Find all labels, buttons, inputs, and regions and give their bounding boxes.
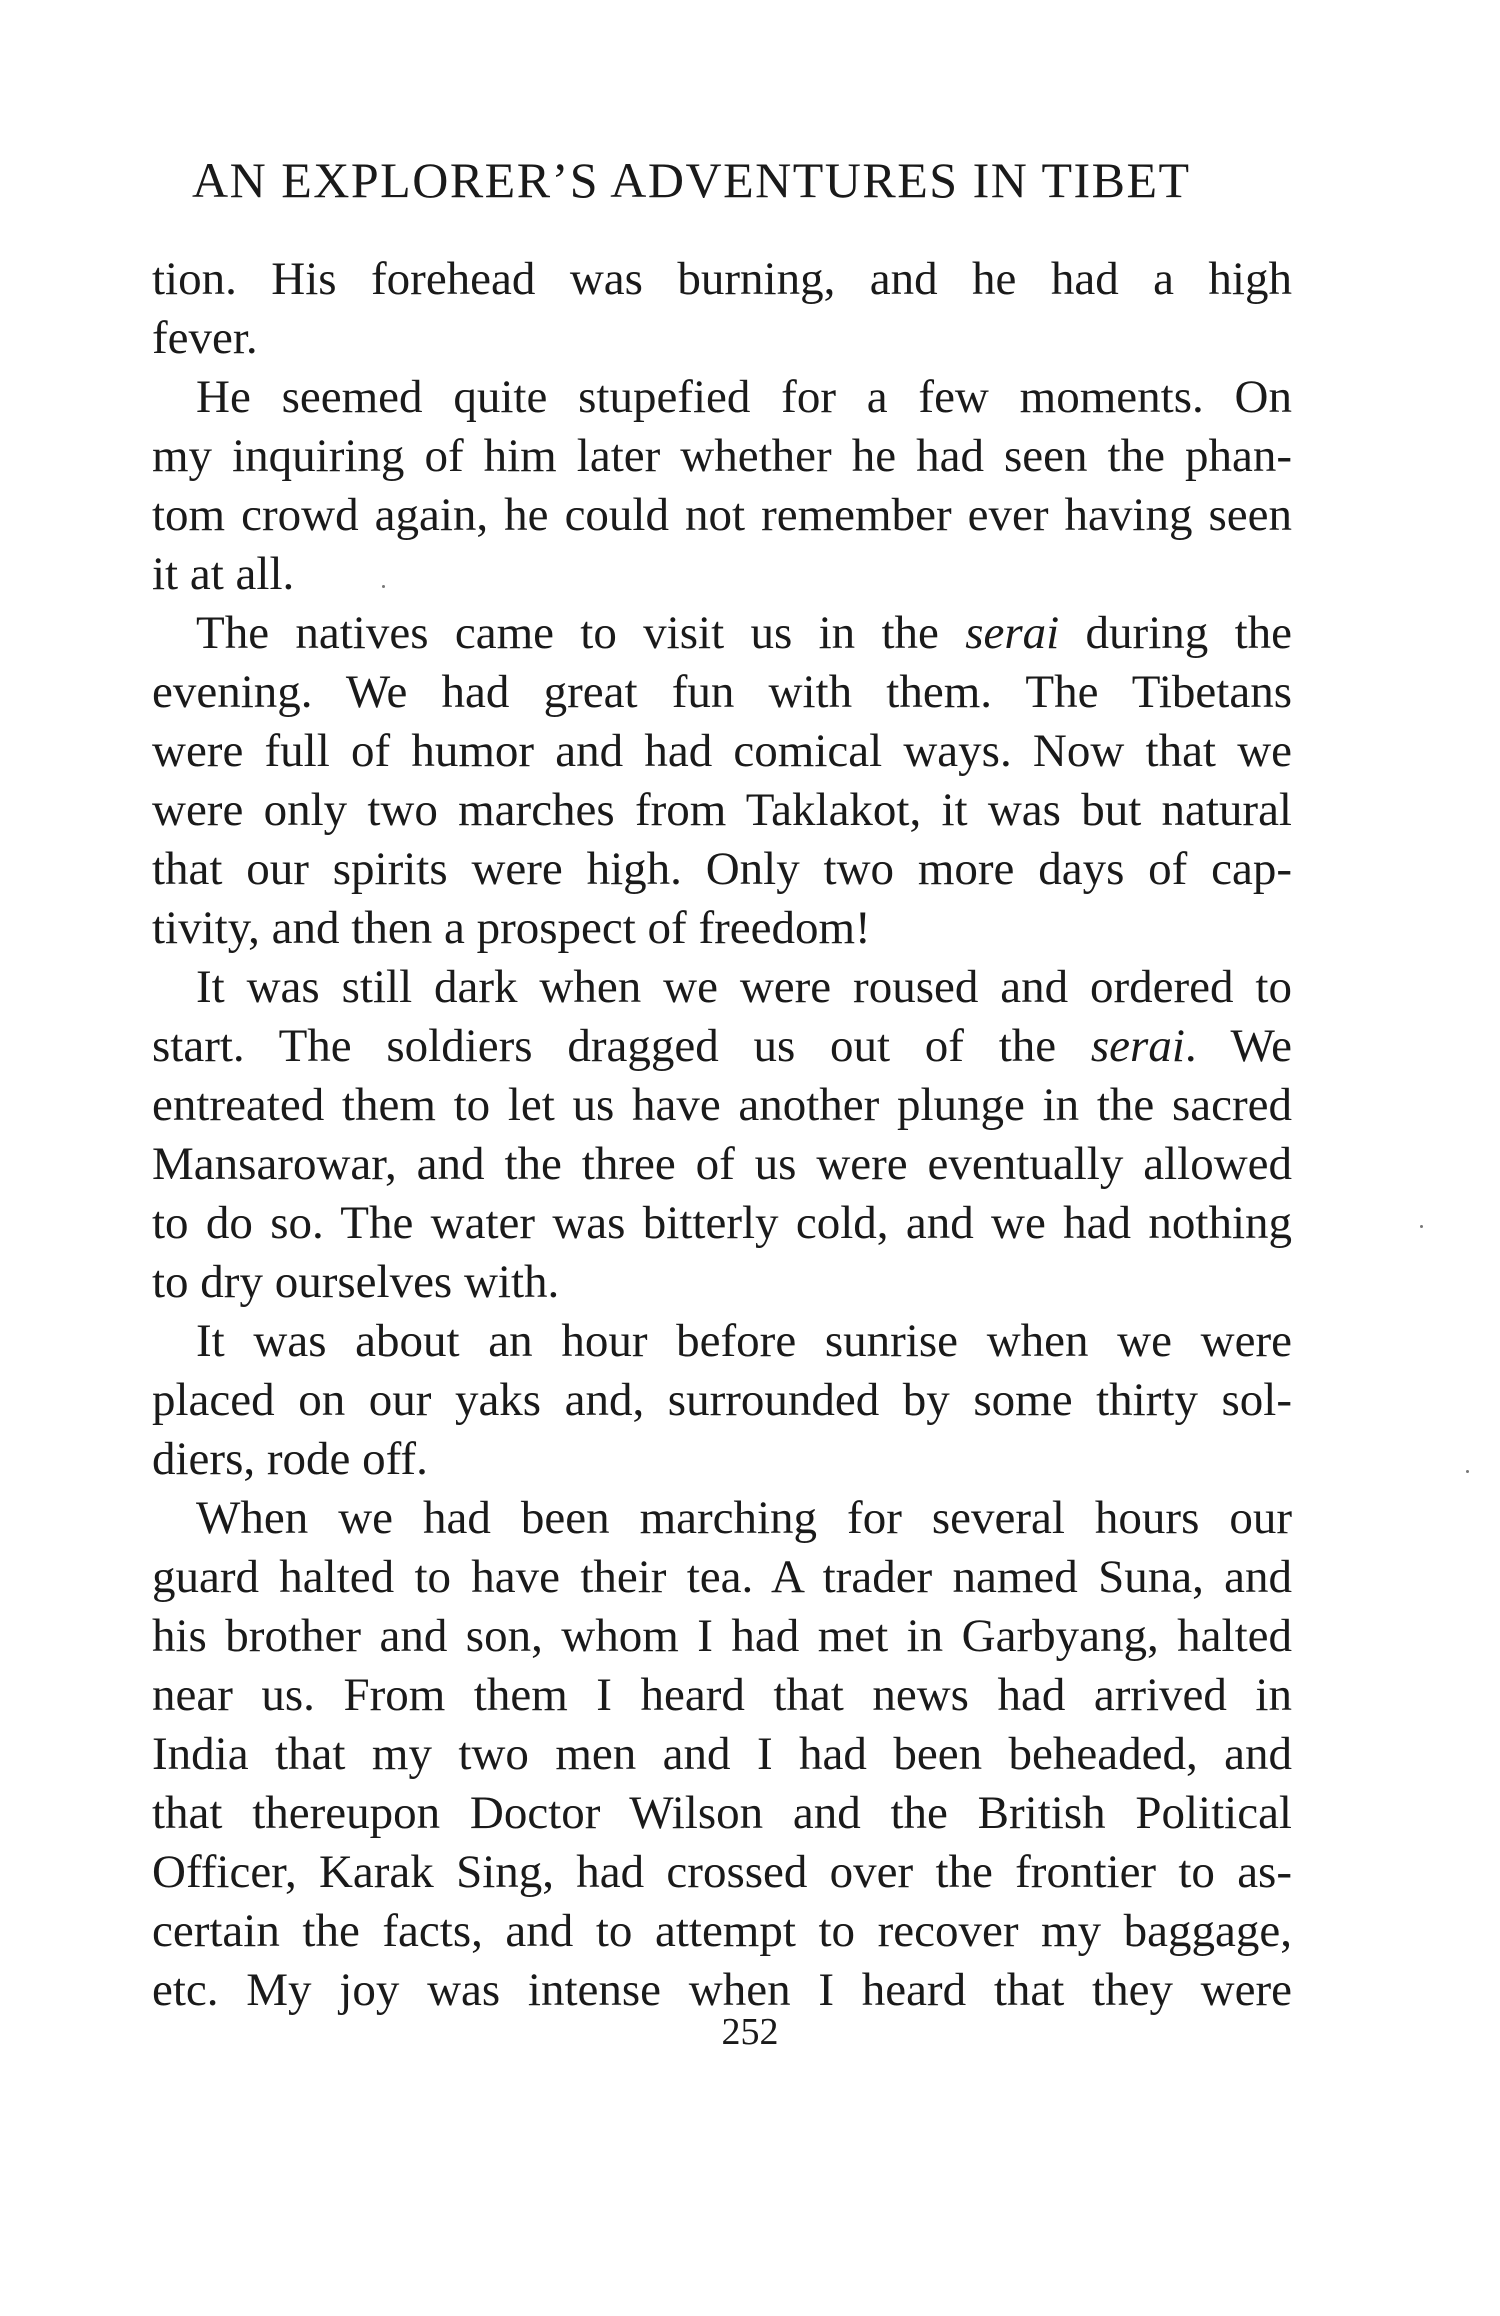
text-line: certain the facts, and to attempt to recover my baggage, <box>152 1905 1292 1957</box>
text-line: near us. From them I heard that news had arrived in <box>152 1669 1292 1721</box>
text-line: placed on our yaks and, surrounded by some thirty sol- <box>152 1374 1292 1426</box>
text-line: his brother and son, whom I had met in Garbyang, halted <box>152 1610 1292 1662</box>
text-line: that thereupon Doctor Wilson and the British Political <box>152 1787 1292 1839</box>
text-line: tom crowd again, he could not remember ever having seen <box>152 489 1292 541</box>
text-line: to do so. The water was bitterly cold, and we had nothing <box>152 1197 1292 1249</box>
page-number: 252 <box>721 2011 779 2053</box>
text-line: He seemed quite stupefied for a few moments. On <box>196 371 1292 423</box>
text-line: Officer, Karak Sing, had crossed over the frontier to as- <box>152 1846 1292 1898</box>
running-head: AN EXPLORER’S ADVENTURES IN TIBET <box>192 152 1191 208</box>
text-line: evening. We had great fun with them. The Tibetans <box>152 666 1292 718</box>
text-line: diers, rode off. <box>152 1433 428 1485</box>
text-line: India that my two men and I had been beheaded, and <box>152 1728 1292 1780</box>
text-line: start. The soldiers dragged us out of the serai. We <box>152 1020 1292 1072</box>
text-line: When we had been marching for several hours our <box>196 1492 1292 1544</box>
text-line: guard halted to have their tea. A trader named Suna, and <box>152 1551 1292 1603</box>
text-line: it at all. <box>152 548 295 600</box>
text-line: that our spirits were high. Only two more days of cap- <box>152 843 1292 895</box>
text-line: to dry ourselves with. <box>152 1256 560 1308</box>
text-line: fever. <box>152 312 258 364</box>
text-line: entreated them to let us have another plunge in the sacred <box>152 1079 1292 1131</box>
text-line: It was still dark when we were roused and ordered to <box>196 961 1292 1013</box>
text-line: were only two marches from Taklakot, it was but natural <box>152 784 1292 836</box>
text-line: were full of humor and had comical ways. Now that we <box>152 725 1292 777</box>
text-line: tion. His forehead was burning, and he had a high <box>152 253 1292 305</box>
text-line: my inquiring of him later whether he had seen the phan- <box>152 430 1292 482</box>
ink-speck <box>1466 1470 1469 1473</box>
italic-word: serai <box>965 607 1060 659</box>
text-line: It was about an hour before sunrise when we were <box>196 1315 1292 1367</box>
ink-speck <box>1420 1225 1423 1228</box>
text-line: Mansarowar, and the three of us were eventually allowed <box>152 1138 1292 1190</box>
italic-word: serai <box>1090 1020 1185 1072</box>
text-line: The natives came to visit us in the serai during the <box>196 607 1292 659</box>
ink-speck <box>382 585 385 588</box>
text-line: etc. My joy was intense when I heard that they were <box>152 1964 1292 2016</box>
body-text <box>152 250 1292 2020</box>
text-line: tivity, and then a prospect of freedom! <box>152 902 871 954</box>
